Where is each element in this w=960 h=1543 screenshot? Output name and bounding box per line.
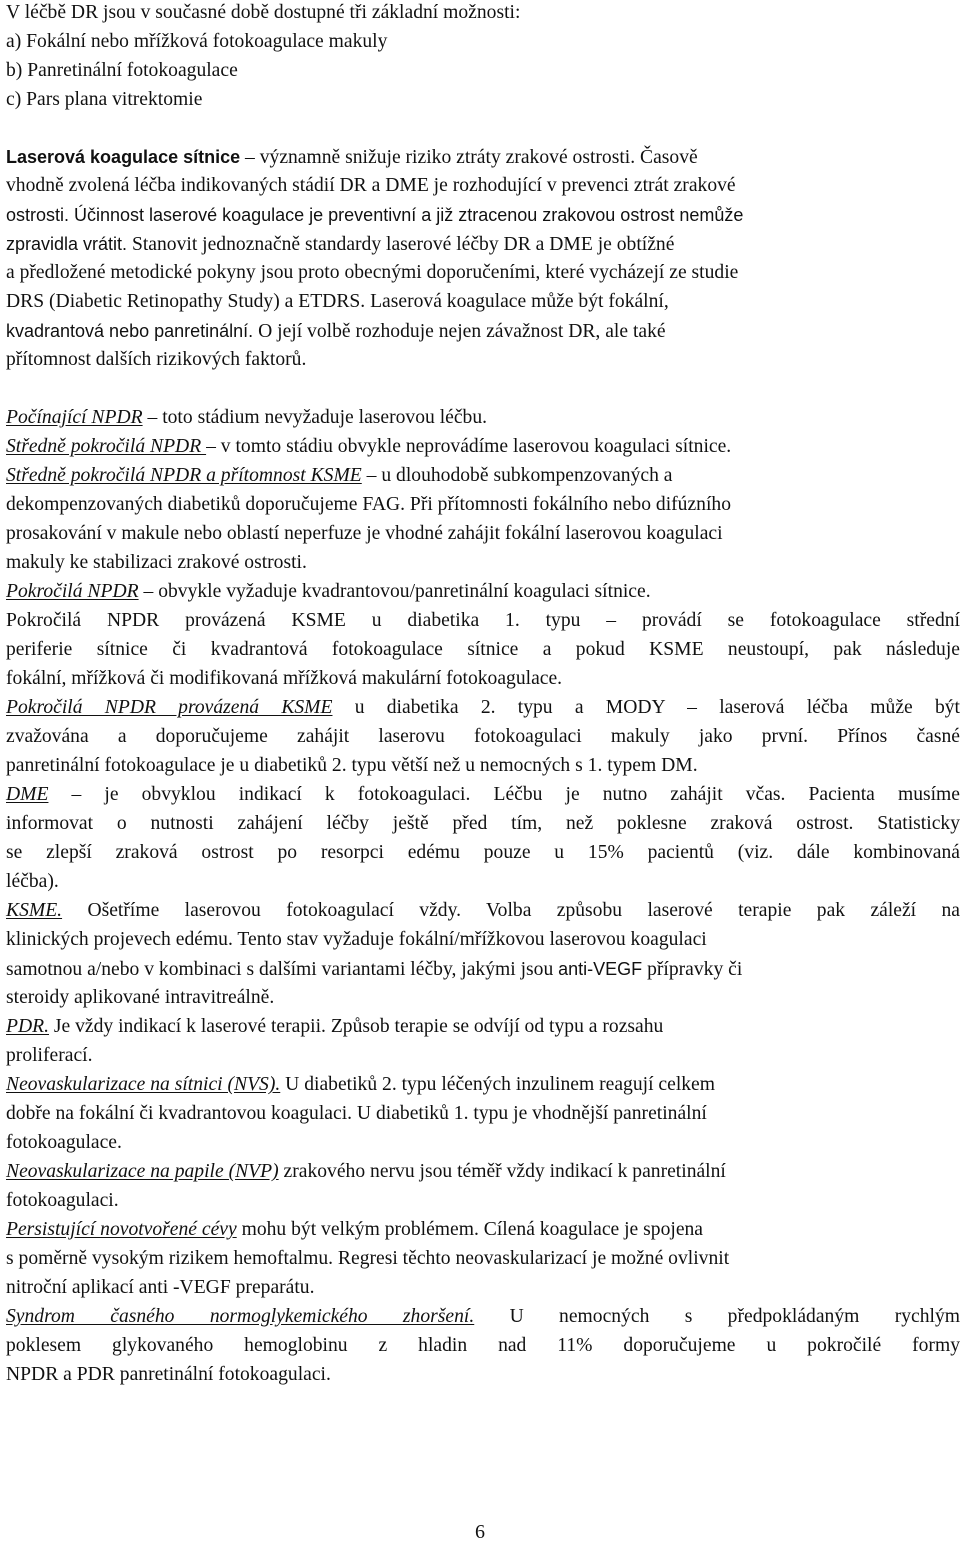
section-label: Neovaskularizace na papile (NVP) bbox=[6, 1161, 279, 1182]
section-persistujici-cevy: Persistující novotvořené cévy mohu být velkým problémem. Cílená koagulace je spojena bbox=[6, 1219, 704, 1240]
section-label: Počínající NPDR bbox=[6, 407, 143, 428]
paragraph-line: se zlepší zraková ostrost po resorpci edému pouze u 15% pacientů (viz. dále kombinovaná bbox=[6, 842, 960, 863]
section-label: DME bbox=[6, 784, 49, 805]
paragraph-line: prosakování v makule nebo oblastí neperfuze je vhodné zahájit fokální laserovou koagulaci bbox=[6, 523, 723, 544]
laser-line-8: přítomnost dalších rizikových faktorů. bbox=[6, 349, 307, 370]
section-pokrocila-npdr-ksme: Pokročilá NPDR provázená KSME u diabetika 2. typu a MODY – laserová léčba může být bbox=[6, 697, 960, 718]
paragraph-line: fotokoagulaci. bbox=[6, 1190, 119, 1211]
paragraph-line: poklesem glykovaného hemoglobinu z hladin nad 11% doporučujeme u pokročilé formy bbox=[6, 1335, 960, 1356]
section-label: Středně pokročilá NPDR a přítomnost KSME bbox=[6, 465, 362, 486]
laser-term: Laserová koagulace sítnice bbox=[6, 147, 241, 167]
section-stredne-pokrocila-ksme: Středně pokročilá NPDR a přítomnost KSME – u dlouhodobě subkompenzovaných a bbox=[6, 465, 673, 486]
paragraph-line: fokální, mřížková či modifikovaná mřížková makulární fotokoagulace. bbox=[6, 668, 563, 689]
page-number: 6 bbox=[475, 1521, 485, 1543]
paragraph-line: periferie sítnice či kvadrantová fotokoagulace sítnice a pokud KSME neustoupí, pak následuje bbox=[6, 639, 960, 660]
section-pdr: PDR. Je vždy indikací k laserové terapii. Způsob terapie se odvíjí od typu a rozsahu bbox=[6, 1016, 664, 1037]
section-label: Syndrom časného normoglykemického zhoršení. bbox=[6, 1306, 475, 1327]
laser-line-6: DRS (Diabetic Retinopathy Study) a ETDRS. Laserová koagulace může být fokální, bbox=[6, 291, 669, 312]
laser-line-2: vhodně zvolená léčba indikovaných stádií DR a DME je rozhodující v prevenci ztrát zrakové bbox=[6, 175, 736, 196]
section-stredne-pokrocila-npdr: Středně pokročilá NPDR – v tomto stádiu obvykle neprovádíme laserovou koagulaci sítnice. bbox=[6, 436, 732, 457]
section-pocinajici-npdr: Počínající NPDR – toto stádium nevyžaduje laserovou léčbu. bbox=[6, 407, 488, 428]
laser-line-3: ostrosti. Účinnost laserové koagulace je preventivní a již ztracenou zrakovou ostrost nemůže bbox=[6, 205, 744, 225]
option-a: a) Fokální nebo mřížková fotokoagulace makuly bbox=[6, 31, 388, 52]
paragraph-line: nitroční aplikací anti -VEGF preparátu. bbox=[6, 1277, 315, 1298]
paragraph-line: s poměrně vysokým rizikem hemoftalmu. Regresi těchto neovaskularizací je možné ovlivnit bbox=[6, 1248, 730, 1269]
section-dme: DME – je obvyklou indikací k fotokoagulaci. Léčbu je nutno zahájit včas. Pacienta musíme bbox=[6, 784, 960, 805]
intro-heading: V léčbě DR jsou v současné době dostupné tři základní možnosti: bbox=[6, 2, 521, 23]
section-ksme: KSME. Ošetříme laserovou fotokoagulací vždy. Volba způsobu laserové terapie pak záleží na bbox=[6, 900, 960, 921]
section-pokrocila-npdr: Pokročilá NPDR – obvykle vyžaduje kvadrantovou/panretinální koagulaci sítnice. bbox=[6, 581, 651, 602]
section-label: Neovaskularizace na sítnici (NVS). bbox=[6, 1074, 281, 1095]
section-label: PDR. bbox=[6, 1016, 49, 1037]
paragraph-line: zvažována a doporučujeme zahájit laserovu fotokoagulaci makuly jako první. Přínos časné bbox=[6, 726, 960, 747]
paragraph-line: léčba). bbox=[6, 871, 59, 892]
paragraph-line: NPDR a PDR panretinální fotokoagulaci. bbox=[6, 1364, 331, 1385]
paragraph-line: dekompenzovaných diabetiků doporučujeme FAG. Při přítomnosti fokálního nebo difúzního bbox=[6, 494, 732, 515]
section-label: Pokročilá NPDR bbox=[6, 581, 139, 602]
section-pokrocila-npdr-dm1: Pokročilá NPDR provázená KSME u diabetika 1. typu – provádí se fotokoagulace střední bbox=[6, 610, 960, 631]
paragraph-line: klinických projevech edému. Tento stav vyžaduje fokální/mřížkovou laserovou koagulaci bbox=[6, 929, 707, 950]
paragraph-line: dobře na fokální či kvadrantovou koagulaci. U diabetiků 1. typu je vhodnější panretinální bbox=[6, 1103, 707, 1124]
laser-line-7: kvadrantová nebo panretinální. O její volbě rozhoduje nejen závažnost DR, ale také bbox=[6, 321, 666, 342]
paragraph-line: samotnou a/nebo v kombinaci s dalšími variantami léčby, jakými jsou anti-VEGF přípravky či bbox=[6, 959, 743, 980]
paragraph-line: proliferací. bbox=[6, 1045, 93, 1066]
section-label: Středně pokročilá NPDR bbox=[6, 436, 207, 457]
laser-line-1: Laserová koagulace sítnice – významně snižuje riziko ztráty zrakové ostrosti. Časově bbox=[6, 147, 698, 168]
paragraph-line: panretinální fotokoagulace je u diabetiků 2. typu větší než u nemocných s 1. typem DM. bbox=[6, 755, 698, 776]
section-nvs: Neovaskularizace na sítnici (NVS). U diabetiků 2. typu léčených inzulinem reagují celkem bbox=[6, 1074, 715, 1095]
option-c: c) Pars plana vitrektomie bbox=[6, 89, 203, 110]
section-syndrom: Syndrom časného normoglykemického zhoršení. U nemocných s předpokládaným rychlým bbox=[6, 1306, 960, 1327]
paragraph-line: steroidy aplikované intravitreálně. bbox=[6, 987, 275, 1008]
paragraph-line: makuly ke stabilizaci zrakové ostrosti. bbox=[6, 552, 307, 573]
section-label: KSME. bbox=[6, 900, 63, 921]
laser-line-5: a předložené metodické pokyny jsou proto obecnými doporučeními, které vycházejí ze studie bbox=[6, 262, 739, 283]
laser-line-4: zpravidla vrátit. Stanovit jednoznačně standardy laserové léčby DR a DME je obtížné bbox=[6, 234, 675, 255]
section-nvp: Neovaskularizace na papile (NVP) zrakového nervu jsou téměř vždy indikací k panretinální bbox=[6, 1161, 726, 1182]
option-b: b) Panretinální fotokoagulace bbox=[6, 60, 238, 81]
paragraph-line: informovat o nutnosti zahájení léčby ještě před tím, než poklesne zraková ostrost. Statisticky bbox=[6, 813, 960, 834]
paragraph-line: fotokoagulace. bbox=[6, 1132, 122, 1153]
section-label: Pokročilá NPDR provázená KSME bbox=[6, 697, 333, 718]
section-label: Persistující novotvořené cévy bbox=[6, 1219, 237, 1240]
